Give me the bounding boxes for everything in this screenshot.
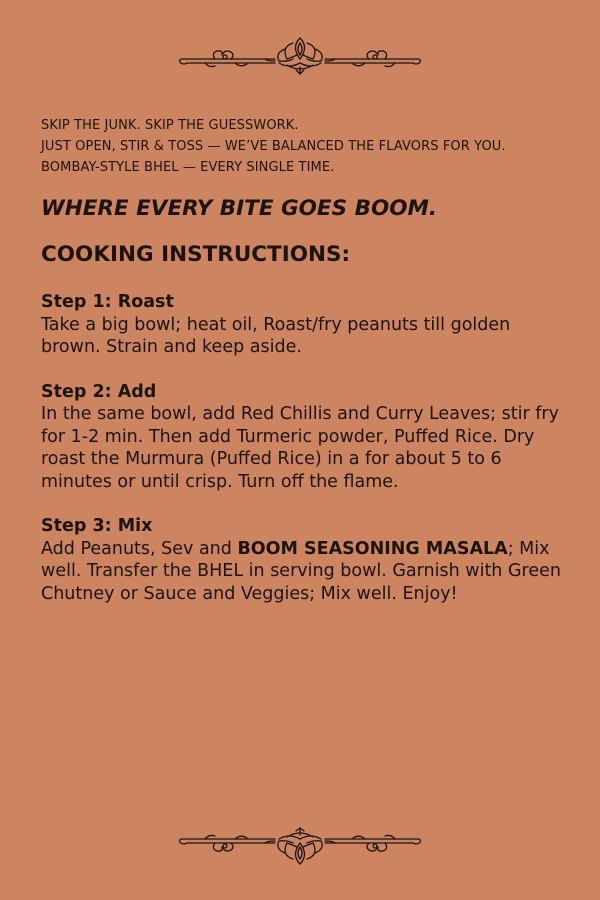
step-title: Step 1: Roast bbox=[41, 292, 174, 312]
step-text: Take a big bowl; heat oil, Roast/fry peanuts till golden brown. Strain and keep aside. bbox=[41, 314, 511, 357]
intro-line-1: SKIP THE JUNK. SKIP THE GUESSWORK. bbox=[41, 118, 299, 133]
cooking-instructions-heading: COOKING INSTRUCTIONS: bbox=[41, 242, 351, 267]
instructions-content bbox=[41, 115, 571, 605]
step-title: Step 2: Add bbox=[41, 381, 157, 402]
step-add bbox=[41, 381, 571, 494]
step-text bbox=[41, 538, 571, 606]
seasoning-name: BOOM SEASONING MASALA bbox=[237, 538, 508, 559]
step-text: In the same bowl, add Red Chillis and Curry Leaves; stir fry for 1-2 min. Then add Turmeric powder, Puffed Rice. Dry roast the Murmura (Puffed Rice) in a for about 5 to 6 minutes or until crisp. Turn off the flame. bbox=[41, 404, 559, 492]
intro-line-2: JUST OPEN, STIR & TOSS — WE’VE BALANCED THE FLAVORS FOR YOU. bbox=[41, 139, 506, 154]
step-text-part: ; Mix well. Transfer the BHEL in serving bowl. Garnish with Green Chutney or Sauce and Veggies; Mix well. Enjoy! bbox=[41, 538, 561, 604]
tagline: WHERE EVERY BITE GOES BOOM. bbox=[41, 196, 438, 221]
step-roast bbox=[41, 291, 571, 359]
step-mix bbox=[41, 515, 571, 605]
intro-line-3: BOMBAY-STYLE BHEL — EVERY SINGLE TIME. bbox=[41, 160, 335, 175]
step-text-part: Add Peanuts, Sev and bbox=[41, 538, 238, 559]
bottom-ornament-icon bbox=[0, 825, 600, 875]
step-title: Step 3: Mix bbox=[41, 516, 153, 536]
top-ornament-icon bbox=[0, 33, 600, 83]
